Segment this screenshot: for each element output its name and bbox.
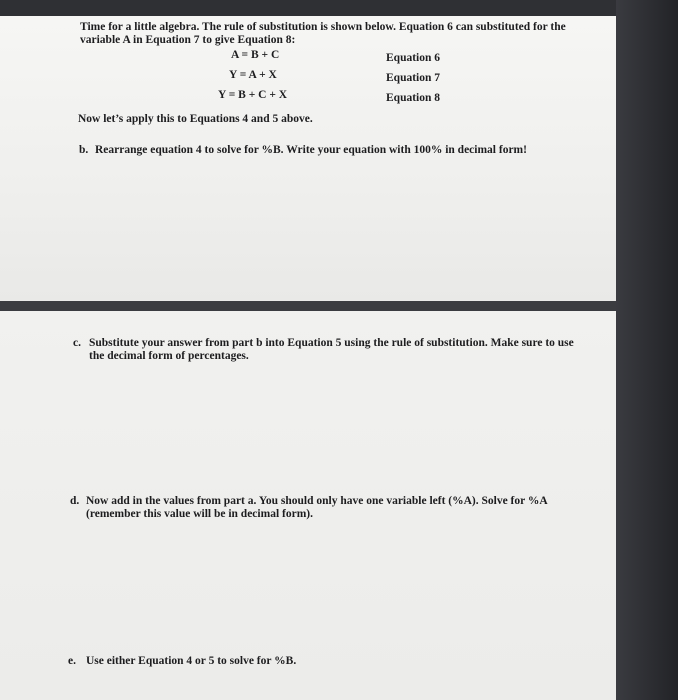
question-e-text: Use either Equation 4 or 5 to solve for %B. <box>86 655 297 667</box>
equation-8-label: Equation 8 <box>386 92 441 104</box>
equation-7-expression: Y = A + X <box>229 69 277 81</box>
screen-bezel-right <box>616 0 678 700</box>
apply-instruction: Now let’s apply this to Equations 4 and 5 above. <box>78 113 313 125</box>
question-d-text: Now add in the values from part a. You should only have one variable left (%A). Solve for %A (remember this value will be in decimal form). <box>86 495 548 520</box>
question-b-letter: b. <box>79 144 89 156</box>
question-c-letter: c. <box>73 337 81 349</box>
equation-7-label: Equation 7 <box>386 72 441 84</box>
equation-6-label: Equation 6 <box>386 52 441 64</box>
page-divider <box>0 301 616 311</box>
question-d-letter: d. <box>70 495 80 507</box>
question-c-text: Substitute your answer from part b into Equation 5 using the rule of substitution. Make sure to use the decimal form of percentages. <box>89 337 574 362</box>
intro-paragraph: Time for a little algebra. The rule of substitution is shown below. Equation 6 can substituted for the variable A in Equation 7 to give Equation 8: <box>80 21 566 46</box>
worksheet-page-top <box>0 16 616 301</box>
question-e-letter: e. <box>68 655 76 667</box>
equation-6-expression: A = B + C <box>231 49 280 61</box>
question-b-text: Rearrange equation 4 to solve for %B. Write your equation with 100% in decimal form! <box>95 144 527 156</box>
equation-8-expression: Y = B + C + X <box>218 89 288 101</box>
